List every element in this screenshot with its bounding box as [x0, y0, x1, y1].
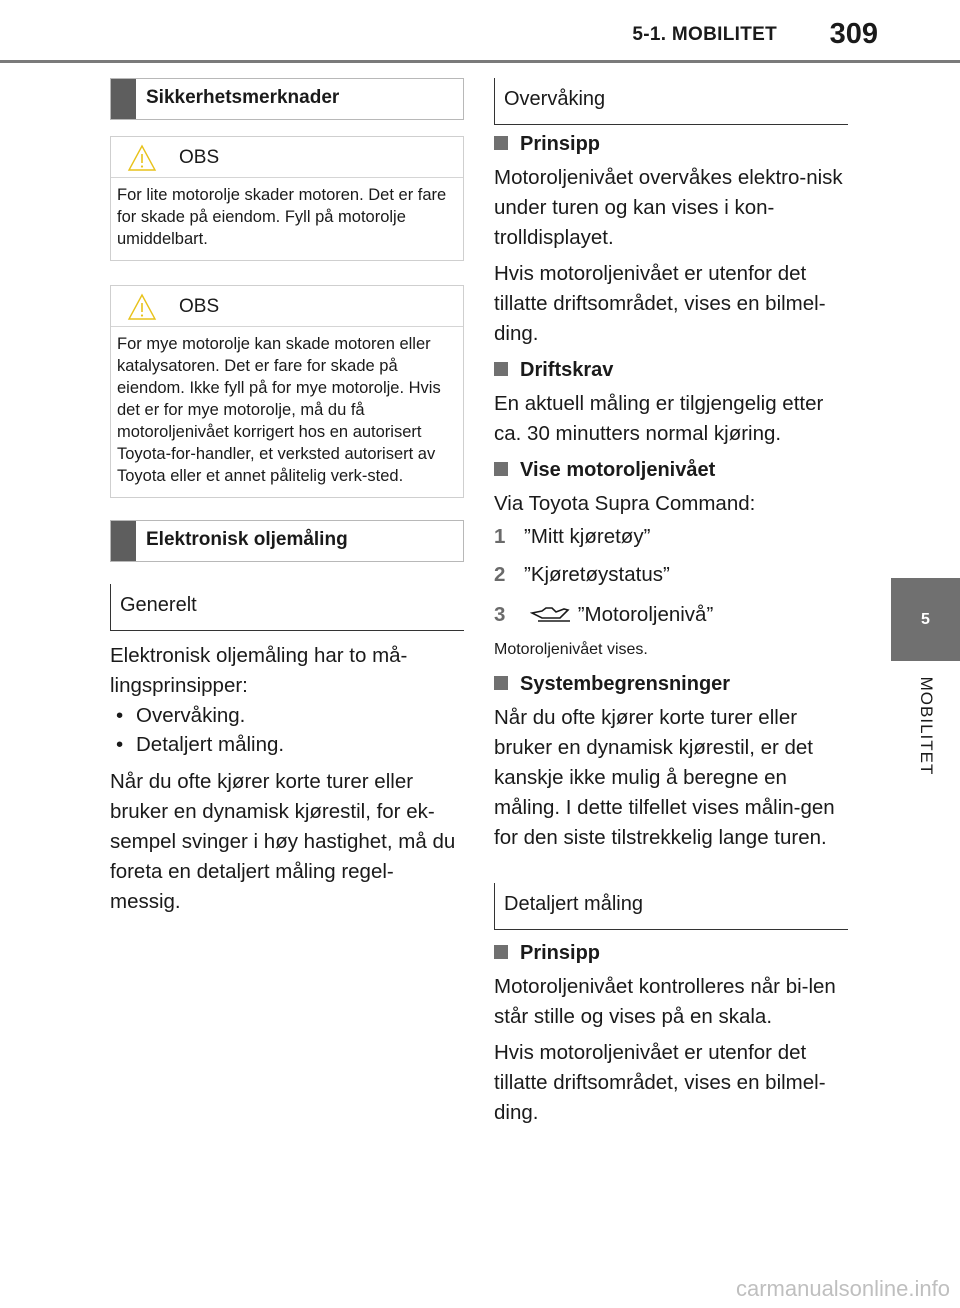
body-paragraph: Motoroljenivået kontrolleres når bi-len står stille og vises på en skala.	[494, 975, 836, 1028]
page-number: 309	[829, 18, 878, 50]
page-header	[0, 0, 960, 62]
list-item: • Detaljert måling.	[116, 733, 285, 756]
warning-box	[110, 136, 464, 261]
square-bullet-icon	[494, 676, 508, 690]
general-subheading: Generelt	[110, 584, 464, 631]
heading-bar	[111, 79, 136, 119]
square-bullet-icon	[494, 362, 508, 376]
display-heading: Vise motoroljenivået	[494, 457, 848, 483]
warning-title: OBS	[179, 296, 220, 317]
step-item: 2 ”Kjøretøystatus”	[494, 563, 670, 586]
step-item: 1 ”Mitt kjøretøy”	[494, 525, 651, 548]
left-column	[110, 78, 464, 917]
heading-bar	[111, 521, 136, 561]
step-item: 3 ”Motoroljenivå”	[494, 603, 714, 626]
oil-can-icon	[530, 604, 574, 624]
chapter-label: MOBILITET	[916, 676, 936, 776]
oil-measurement-heading: Elektronisk oljemåling	[110, 520, 464, 562]
body-paragraph: Når du ofte kjører korte turer eller bruker en dynamisk kjørestil, for ek-sempel svinger i høy hastighet, må du foreta en detaljert måling regel-messig.	[110, 770, 456, 913]
limits-heading: Systembegrensninger	[494, 671, 848, 697]
principle-heading: Prinsipp	[494, 940, 848, 966]
warning-title: OBS	[179, 147, 220, 168]
warning-text: For lite motorolje skader motoren. Det er fare for skade på eiendom. Fyll på motorolje umiddelbart.	[117, 186, 447, 248]
square-bullet-icon	[494, 945, 508, 959]
body-paragraph: Via Toyota Supra Command:	[494, 492, 756, 515]
detailed-subheading: Detaljert måling	[494, 883, 848, 930]
note-text: Motoroljenivået vises.	[494, 641, 648, 658]
watermark-text: carmanualsonline.info	[735, 1276, 950, 1301]
chapter-tab[interactable]: 5	[891, 578, 960, 661]
warning-triangle-icon	[127, 144, 157, 172]
intro-paragraph: Elektronisk oljemåling har to må-lingsprinsipper:	[110, 644, 408, 697]
monitoring-subheading: Overvåking	[494, 78, 848, 125]
safety-heading: Sikkerhetsmerknader	[110, 78, 464, 120]
warning-text: For mye motorolje kan skade motoren eller katalysatoren. Det er fare for skade på eiendom. Ikke fyll på for mye motorolje. Hvis det er for mye motorolje, må du få motoroljenivået korrigert hos en autorisert Toyota-for-handler, et verksted autorisert av Toyota eller et annet pålitelig verk-sted.	[117, 335, 441, 485]
body-paragraph: Hvis motoroljenivået er utenfor det tillatte driftsområdet, vises en bilmel-ding.	[494, 262, 826, 345]
body-paragraph: Motoroljenivået overvåkes elektro-nisk under turen og kan vises i kon-trolldisplayet.	[494, 166, 843, 249]
body-paragraph: En aktuell måling er tilgjengelig etter ca. 30 minutters normal kjøring.	[494, 392, 824, 445]
body-paragraph: Når du ofte kjører korte turer eller bruker en dynamisk kjørestil, er det kanskje ikke mulig å beregne en måling. I dette tilfellet vises målin-gen for den siste tilstrekkelig lange turen.	[494, 706, 835, 849]
list-item: • Overvåking.	[116, 704, 246, 727]
principle-heading: Prinsipp	[494, 131, 848, 157]
section-title: 5-1. MOBILITET	[632, 24, 777, 45]
right-column	[494, 78, 848, 1128]
header-divider	[0, 60, 960, 63]
warning-triangle-icon	[127, 293, 157, 321]
requirement-heading: Driftskrav	[494, 357, 848, 383]
square-bullet-icon	[494, 462, 508, 476]
body-paragraph: Hvis motoroljenivået er utenfor det tillatte driftsområdet, vises en bilmel-ding.	[494, 1041, 826, 1124]
square-bullet-icon	[494, 136, 508, 150]
warning-box	[110, 285, 464, 498]
